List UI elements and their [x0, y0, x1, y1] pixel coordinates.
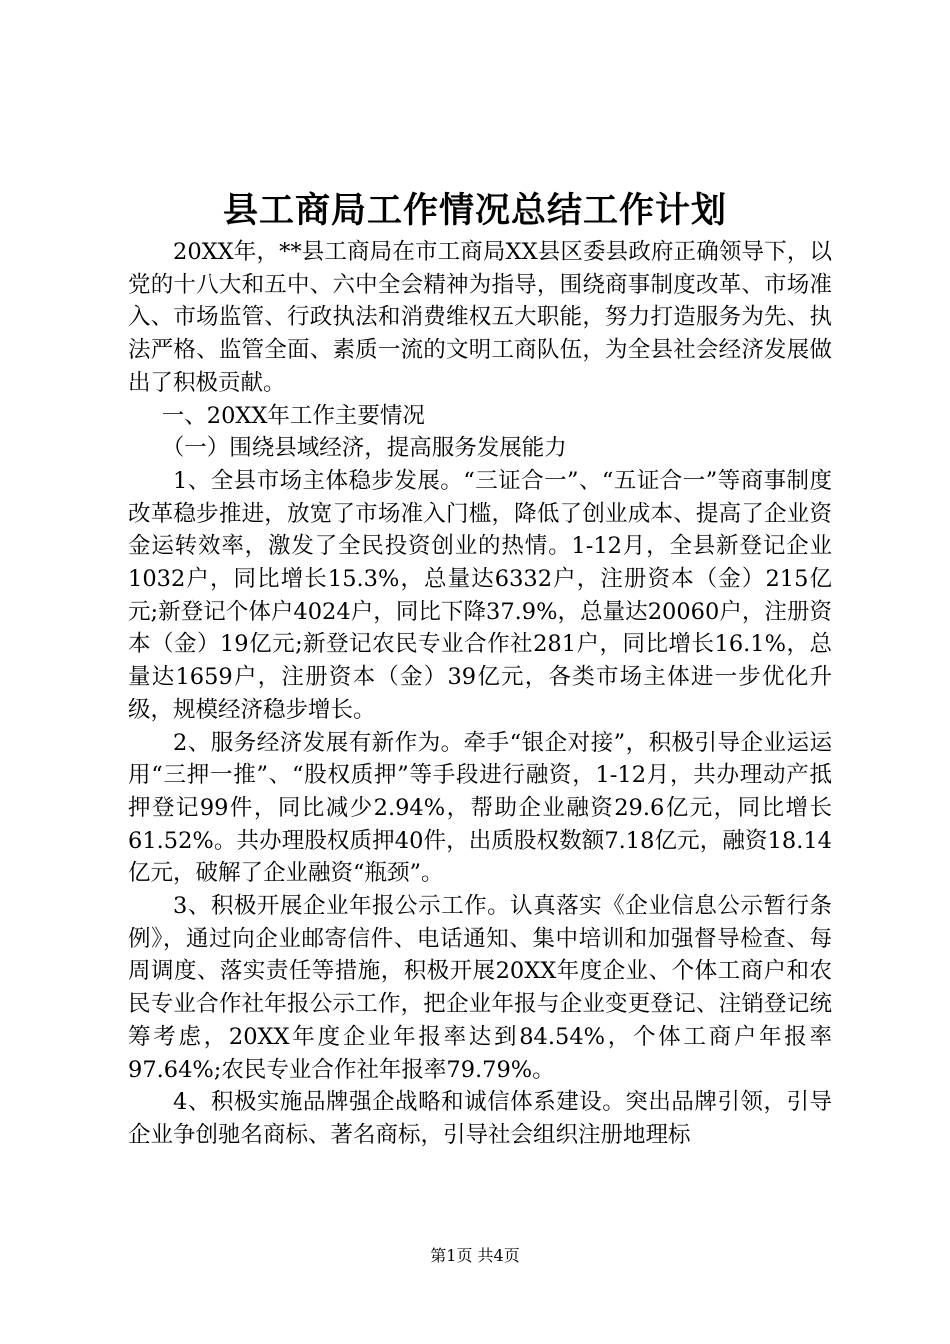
section-heading: 一、20XX年工作主要情况 [161, 402, 425, 429]
paragraph-item-2: 2、服务经济发展有新作为。牵手“银企对接”，积极引导企业运运用“三押一推”、“股权质押”等手段进行融资，1-12月，共办理动产抵押登记99件，同比减少2.94%，帮助企业融资29.6亿元，同比增长61.52%。共办理股权质押40件，出质股权数额7.18亿元，融资18.14亿元，破解了企业融资“瓶颈”。 [128, 729, 832, 887]
document-title: 县工商局工作情况总结工作计划 [222, 190, 727, 231]
subsection-heading: （一）围绕县域经济，提高服务发展能力 [161, 435, 567, 462]
page-footer: 第1页 共4页 [430, 1246, 520, 1265]
document-body [128, 236, 832, 1152]
paragraph-item-3: 3、积极开展企业年报公示工作。认真落实《企业信息公示暂行条例》，通过向企业邮寄信件、电话通知、集中培训和加强督导检查、每周调度、落实责任等措施，积极开展20XX年度企业、个体工商户和农民专业合作社年报公示工作，把企业年报与企业变更登记、注销登记统筹考虑，20XX年度企业年报率达到84.54%，个体工商户年报率97.64%;农民专业合作社年报率79.79%。 [128, 893, 832, 1083]
paragraph-item-4: 4、积极实施品牌强企战略和诚信体系建设。突出品牌引领，引导企业争创驰名商标、著名商标，引导社会组织注册地理标 [128, 1089, 832, 1148]
paragraph-item-1: 1、全县市场主体稳步发展。“三证合一”、“五证合一”等商事制度改革稳步推进，放宽了市场准入门槛，降低了创业成本、提高了企业资金运转效率，激发了全民投资创业的热情。1-12月，全县新登记企业1032户，同比增长15.3%，总量达6332户，注册资本（金）215亿元;新登记个体户4024户，同比下降37.9%，总量达20060户，注册资本（金）19亿元;新登记农民专业合作社281户，同比增长16.1%，总量达1659户，注册资本（金）39亿元，各类市场主体进一步优化升级，规模经济稳步增长。 [128, 467, 832, 723]
paragraph-intro: 20XX年，**县工商局在市工商局XX县区委县政府正确领导下，以党的十八大和五中、六中全会精神为指导，围绕商事制度改革、市场准入、市场监管、行政执法和消费维权五大职能，努力打造服务为先、执法严格、监管全面、素质一流的文明工商队伍，为全县社会经济发展做出了积极贡献。 [128, 239, 832, 396]
